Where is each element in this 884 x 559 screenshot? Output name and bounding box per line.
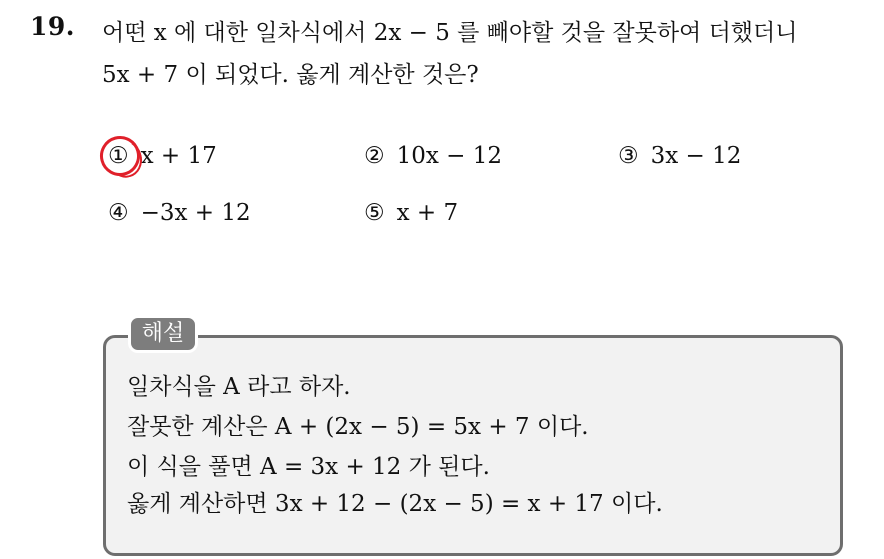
choice-5[interactable] xyxy=(364,200,458,226)
choice-marker: ④ xyxy=(108,200,129,226)
question-number: 19. xyxy=(30,12,75,41)
question-text-line-2: 5x + 7 이 되었다. 옳게 계산한 것은? xyxy=(102,62,479,88)
choice-text: −3x + 12 xyxy=(140,200,251,226)
choice-marker: ③ xyxy=(618,143,639,169)
choice-text: 10x − 12 xyxy=(396,143,503,169)
solution-line-3: 이 식을 풀면 A = 3x + 12 가 된다. xyxy=(127,454,490,480)
choice-text: 3x − 12 xyxy=(650,143,742,169)
choice-marker: ⑤ xyxy=(364,200,385,226)
choice-marker: ② xyxy=(364,143,385,169)
solution-line-4: 옳게 계산하면 3x + 12 − (2x − 5) = x + 17 이다. xyxy=(127,491,663,517)
choice-text: x + 17 xyxy=(140,143,217,169)
choice-text: x + 7 xyxy=(396,200,459,226)
answer-circle-mark xyxy=(96,132,145,181)
solution-title-tab: 해설 xyxy=(128,315,198,353)
question-text-line-1: 어떤 x 에 대한 일차식에서 2x − 5 를 빼야할 것을 잘못하여 더했더니 xyxy=(102,20,798,46)
choice-2[interactable] xyxy=(364,143,502,169)
solution-line-2: 잘못한 계산은 A + (2x − 5) = 5x + 7 이다. xyxy=(127,414,589,440)
choice-marker: ① xyxy=(108,143,129,169)
choice-3[interactable] xyxy=(618,143,741,169)
choice-4[interactable] xyxy=(108,200,251,226)
solution-line-1: 일차식을 A 라고 하자. xyxy=(127,374,351,400)
